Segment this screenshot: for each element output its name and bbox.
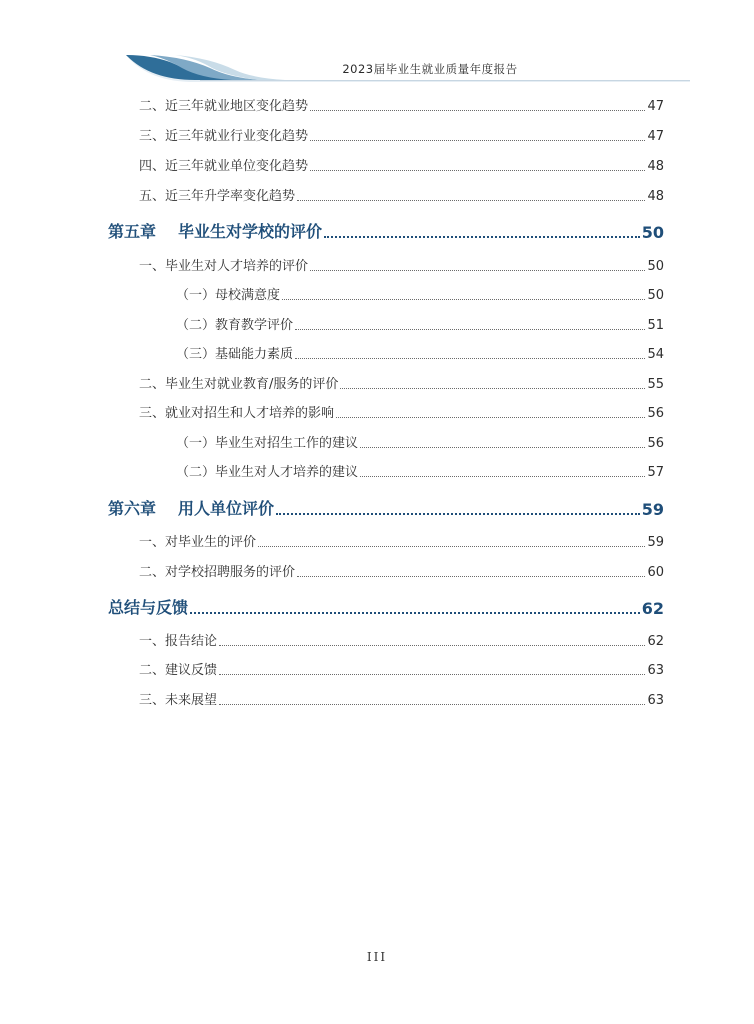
- toc-entry-title: 二、近三年就业地区变化趋势: [139, 99, 309, 114]
- toc-dot-leader: [219, 668, 645, 675]
- toc-entry[interactable]: [139, 124, 664, 144]
- toc-chapter-number: 第六章: [108, 499, 157, 518]
- toc-entry-title: 二、毕业生对就业教育/服务的评价: [139, 377, 339, 392]
- toc-page-number: 59: [647, 535, 664, 550]
- toc-dot-leader: [190, 606, 640, 614]
- toc-chapter-entry[interactable]: [108, 497, 664, 519]
- toc-entry-title: 二、对学校招聘服务的评价: [139, 565, 296, 580]
- toc-entry-title: （二）教育教学评价: [176, 318, 294, 333]
- toc-entry-title: 总结与反馈: [108, 598, 189, 617]
- toc-chapter-title: 毕业生对学校的评价: [178, 222, 323, 241]
- toc-page-number: 63: [647, 693, 664, 708]
- toc-dot-leader: [219, 639, 645, 646]
- toc-page-number: 62: [641, 599, 664, 618]
- header-title: 2023届毕业生就业质量年度报告: [342, 62, 518, 76]
- toc-entry-title: 三、就业对招生和人才培养的影响: [139, 406, 335, 421]
- toc-dot-leader: [340, 382, 645, 389]
- toc-page-number: 63: [647, 663, 664, 678]
- toc-entry[interactable]: [139, 629, 664, 649]
- toc-entry-title: （一）母校满意度: [176, 288, 281, 303]
- toc-page-number: 50: [647, 288, 664, 303]
- toc-dot-leader: [310, 164, 645, 171]
- toc-chapter-title: 用人单位评价: [178, 499, 275, 518]
- toc-dot-leader: [295, 352, 645, 359]
- toc-entry[interactable]: [139, 530, 664, 550]
- toc-entry-title: （二）毕业生对人才培养的建议: [176, 465, 359, 480]
- toc-entry[interactable]: [176, 431, 664, 451]
- toc-dot-leader: [276, 507, 640, 515]
- toc-page-number: 56: [647, 436, 664, 451]
- toc-page-number: 48: [647, 189, 664, 204]
- toc-page-number: 59: [641, 500, 664, 519]
- toc-dot-leader: [297, 570, 645, 577]
- toc-page-number: 51: [647, 318, 664, 333]
- toc-entry[interactable]: [139, 94, 664, 114]
- toc-entry-title: 二、建议反馈: [139, 663, 218, 678]
- toc-page-number: 47: [647, 129, 664, 144]
- toc-page-number: 60: [647, 565, 664, 580]
- toc-dot-leader: [297, 194, 645, 201]
- toc-page-number: 56: [647, 406, 664, 421]
- toc-entry-title: [108, 219, 322, 242]
- toc-entry[interactable]: [139, 560, 664, 580]
- toc-dot-leader: [360, 470, 645, 477]
- toc-entry-title: （一）毕业生对招生工作的建议: [176, 436, 359, 451]
- toc-page-number: 50: [641, 223, 664, 242]
- toc-dot-leader: [336, 411, 645, 418]
- toc-dot-leader: [219, 698, 645, 705]
- toc-chapter-number: 第五章: [108, 222, 157, 241]
- toc-page-number: 57: [647, 465, 664, 480]
- toc-entry[interactable]: [139, 254, 664, 274]
- toc-entry[interactable]: [139, 154, 664, 174]
- toc-entry-title: [108, 496, 274, 519]
- toc-entry[interactable]: [176, 460, 664, 480]
- toc-entry[interactable]: [139, 184, 664, 204]
- toc-entry-title: （三）基础能力素质: [176, 347, 294, 362]
- toc-page-number: 50: [647, 259, 664, 274]
- toc-entry[interactable]: [139, 658, 664, 678]
- page-number: III: [366, 950, 388, 964]
- toc-entry[interactable]: [176, 313, 664, 333]
- toc-entry[interactable]: [139, 688, 664, 708]
- toc-dot-leader: [310, 104, 645, 111]
- toc-dot-leader: [360, 441, 645, 448]
- toc-dot-leader: [258, 540, 645, 547]
- toc-page-number: 47: [647, 99, 664, 114]
- toc-dot-leader: [282, 293, 645, 300]
- page-header: [0, 0, 754, 90]
- toc-page-number: 48: [647, 159, 664, 174]
- toc-page-number: 54: [647, 347, 664, 362]
- toc-entry-title: 一、报告结论: [139, 634, 218, 649]
- toc-dot-leader: [310, 264, 645, 271]
- toc-entry[interactable]: [139, 372, 664, 392]
- toc-dot-leader: [310, 134, 645, 141]
- toc-entry-title: 三、未来展望: [139, 693, 218, 708]
- toc-entry-title: 一、毕业生对人才培养的评价: [139, 259, 309, 274]
- toc-entry-title: 五、近三年升学率变化趋势: [139, 189, 296, 204]
- toc-entry-title: 四、近三年就业单位变化趋势: [139, 159, 309, 174]
- toc-chapter-entry[interactable]: [108, 220, 664, 242]
- toc-dot-leader: [295, 323, 645, 330]
- toc-page-number: 55: [647, 377, 664, 392]
- toc-entry[interactable]: [139, 401, 664, 421]
- toc-entry[interactable]: [176, 283, 664, 303]
- toc-page-number: 62: [647, 634, 664, 649]
- toc-entry[interactable]: [176, 342, 664, 362]
- toc-dot-leader: [324, 230, 640, 238]
- toc-chapter-entry[interactable]: [108, 596, 664, 618]
- toc-entry-title: 一、对毕业生的评价: [139, 535, 257, 550]
- toc-entry-title: 三、近三年就业行业变化趋势: [139, 129, 309, 144]
